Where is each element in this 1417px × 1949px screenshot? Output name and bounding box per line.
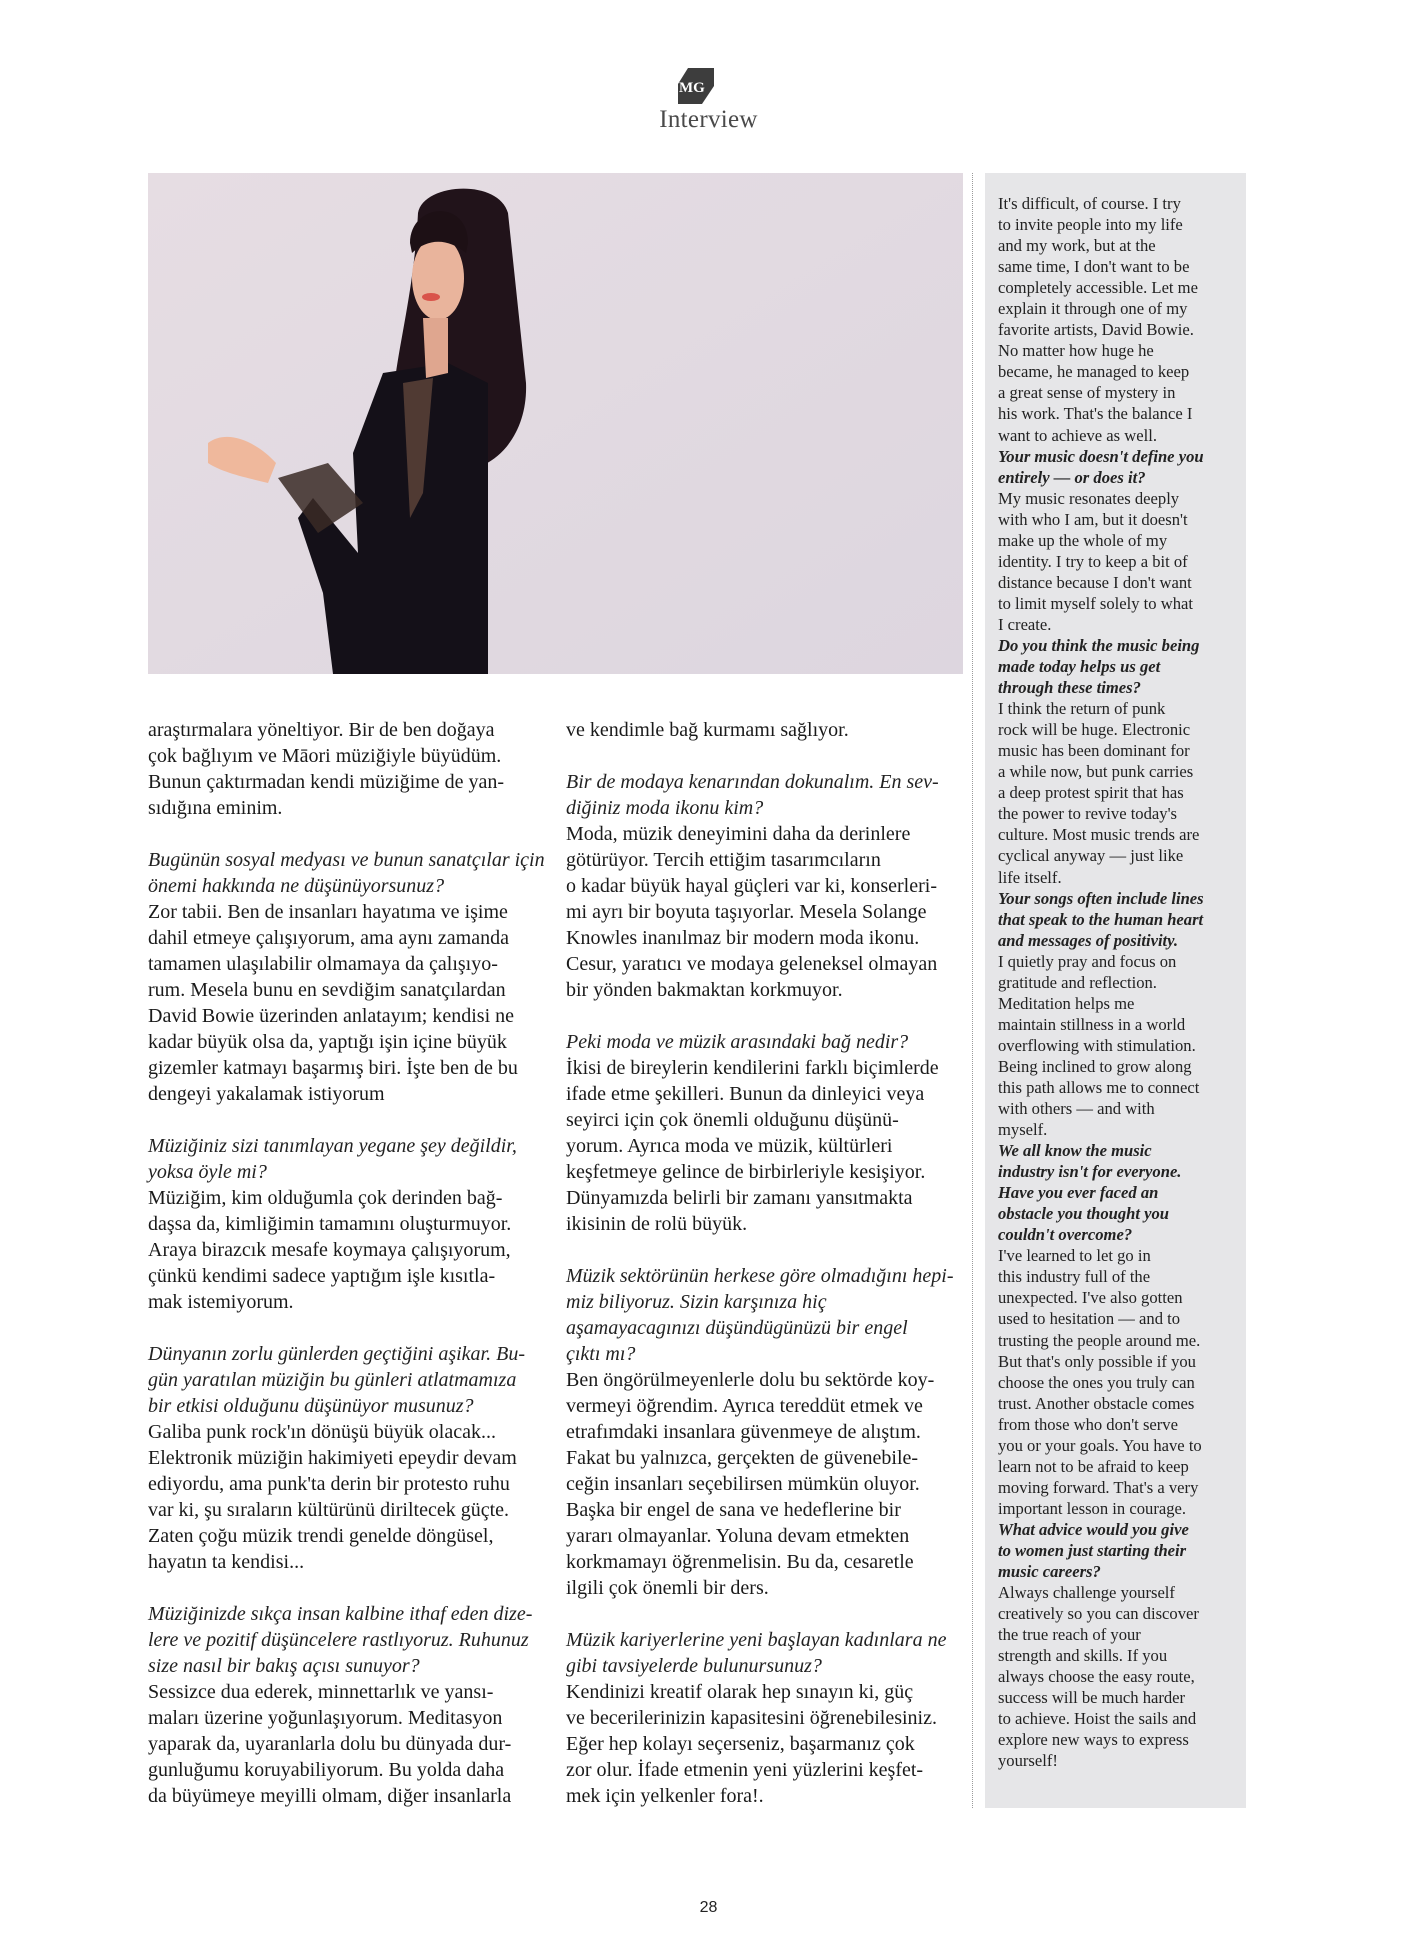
- text-line: My music resonates deeply: [998, 488, 1180, 508]
- interview-question: [148, 1341, 558, 1419]
- text-line: We all know the music: [998, 1141, 1152, 1161]
- text-line: ifade etme şekilleri. Bunun da dinleyici veya: [566, 1083, 925, 1105]
- interview-question: [566, 1627, 976, 1679]
- text-line: Araya birazcık mesafe koymaya çalışıyorum,: [148, 1239, 511, 1261]
- text-line: to women just starting their: [998, 1541, 1187, 1560]
- text-line: No matter how huge he: [998, 341, 1154, 361]
- text-line: myself.: [998, 1120, 1048, 1140]
- text-line: Do you think the music being: [998, 635, 1200, 655]
- text-line: used to hesitation — and to: [998, 1309, 1181, 1329]
- text-line: industry isn't for everyone.: [998, 1162, 1182, 1182]
- text-line: What advice would you give: [998, 1519, 1189, 1539]
- text-line: through these times?: [998, 678, 1141, 698]
- section-title: Interview: [659, 106, 758, 133]
- text-line: want to achieve as well.: [998, 425, 1157, 445]
- text-line: yorum. Ayrıca moda ve müzik, kültürleri: [566, 1135, 893, 1157]
- text-line: choose the ones you truly can: [998, 1372, 1195, 1392]
- text-line: Bunun çaktırmadan kendi müziğime de yan-: [148, 771, 505, 793]
- text-line: his work. That's the balance I: [998, 404, 1193, 424]
- text-line: dengeyi yakalamak istiyorum: [148, 1083, 385, 1105]
- text-line: kadar büyük olsa da, yaptığı işin içine büyük: [148, 1031, 507, 1053]
- text-line: obstacle you thought you: [998, 1204, 1170, 1224]
- text-line: bir etkisi olduğunu düşünüyor musunuz?: [148, 1395, 474, 1417]
- text-line: you or your goals. You have to: [998, 1435, 1202, 1455]
- interview-answer: [148, 717, 558, 821]
- text-line: Meditation helps me: [998, 993, 1135, 1013]
- text-line: culture. Most music trends are: [998, 825, 1200, 845]
- english-translation-sidebar: [985, 173, 1246, 1808]
- text-line: a great sense of mystery in: [998, 383, 1176, 403]
- text-line: zor olur. İfade etmenin yeni yüzlerini keşfet-: [566, 1759, 924, 1781]
- text-line: Dünyanın zorlu günlerden geçtiğini aşikar. Bu-: [148, 1343, 525, 1365]
- face: [412, 236, 464, 320]
- text-line: çıktı mı?: [566, 1343, 636, 1365]
- text-line: same time, I don't want to be: [998, 257, 1190, 277]
- text-line: But that's only possible if you: [998, 1351, 1196, 1371]
- text-line: Bir de modaya kenarından dokunalım. En sev-: [566, 771, 939, 793]
- sidebar-question: [998, 446, 1242, 488]
- text-line: rock will be huge. Electronic: [998, 720, 1191, 740]
- text-line: completely accessible. Let me: [998, 278, 1198, 298]
- interview-question: [148, 847, 558, 899]
- text-line: gunluğumu koruyabiliyorum. Bu yolda daha: [148, 1759, 505, 1781]
- lips: [422, 293, 440, 301]
- text-line: Zor tabii. Ben de insanları hayatıma ve işime: [148, 901, 508, 923]
- mg-logo-icon: [676, 66, 716, 106]
- text-line: make up the whole of my: [998, 530, 1168, 550]
- text-line: önemi hakkında ne düşünüyorsunuz?: [148, 875, 445, 897]
- text-line: Always challenge yourself: [998, 1583, 1175, 1603]
- text-line: strength and skills. If you: [998, 1646, 1168, 1666]
- text-line: David Bowie üzerinden anlatayım; kendisi ne: [148, 1005, 515, 1027]
- text-line: tamamen ulaşılabilir olmamaya da çalışıyo-: [148, 953, 498, 975]
- portrait-photo: [148, 173, 963, 674]
- sidebar-text: [998, 193, 1242, 1772]
- interview-question: [566, 1263, 976, 1367]
- text-line: the true reach of your: [998, 1625, 1141, 1645]
- interview-answer: [566, 1679, 976, 1809]
- sidebar-answer: [998, 193, 1242, 446]
- text-line: Dünyamızda belirli bir zamanı yansıtmakta: [566, 1187, 913, 1209]
- text-line: Peki moda ve müzik arasındaki bağ nedir?: [566, 1031, 909, 1053]
- text-line: ceğin insanları seçebilirsen mümkün oluyor.: [566, 1473, 920, 1495]
- text-line: a deep protest spirit that has: [998, 783, 1184, 803]
- text-line: korkmamayı öğrenmelisin. Bu da, cesaretle: [566, 1551, 914, 1573]
- interview-answer: [566, 717, 976, 743]
- text-line: and my work, but at the: [998, 236, 1156, 256]
- text-line: keşfetmeye gelince de birbirleriyle kesişiyor.: [566, 1161, 926, 1183]
- text-line: yoksa öyle mi?: [148, 1161, 267, 1183]
- text-line: rum. Mesela bunu en sevdiğim sanatçılardan: [148, 979, 506, 1001]
- interview-question: [148, 1133, 558, 1185]
- interview-question: [148, 1601, 558, 1679]
- text-line: important lesson in courage.: [998, 1498, 1187, 1518]
- article-column-2: [566, 717, 976, 1809]
- text-line: It's difficult, of course. I try: [998, 194, 1181, 213]
- text-line: mak istemiyorum.: [148, 1291, 294, 1313]
- text-line: became, he managed to keep: [998, 362, 1190, 382]
- text-line: çünkü kendimi sadece yaptığım işle kısıtla-: [148, 1265, 496, 1287]
- text-line: music has been dominant for: [998, 741, 1190, 761]
- text-line: Müzik sektörünün herkese göre olmadığını hepi-: [566, 1265, 954, 1287]
- text-line: entirely — or does it?: [998, 467, 1146, 487]
- text-line: Bugünün sosyal medyası ve bunun sanatçılar için: [148, 849, 545, 871]
- text-line: unexpected. I've also gotten: [998, 1288, 1183, 1308]
- text-line: Your music doesn't define you: [998, 446, 1204, 466]
- text-line: Sessizce dua ederek, minnettarlık ve yansı-: [148, 1681, 494, 1703]
- text-line: diğiniz moda ikonu kim?: [566, 797, 764, 819]
- interview-answer: [148, 1185, 558, 1315]
- text-line: success will be much harder: [998, 1688, 1186, 1708]
- sidebar-answer: [998, 1582, 1242, 1771]
- text-line: gratitude and reflection.: [998, 972, 1157, 992]
- text-line: Müziğiniz sizi tanımlayan yegane şey değildir,: [148, 1135, 517, 1157]
- photo-background: [148, 173, 963, 674]
- text-line: hayatın ta kendisi...: [148, 1551, 305, 1573]
- text-line: I quietly pray and focus on: [998, 951, 1177, 971]
- text-line: to achieve. Hoist the sails and: [998, 1709, 1197, 1729]
- text-line: gizemler katmayı başarmış biri. İşte ben de bu: [148, 1057, 518, 1079]
- text-line: I create.: [998, 614, 1052, 634]
- text-line: seyirci için çok önemli olduğunu düşünü-: [566, 1109, 899, 1131]
- magazine-logo: [676, 66, 716, 106]
- text-line: a while now, but punk carries: [998, 762, 1194, 782]
- text-line: araştırmalara yöneltiyor. Bir de ben doğaya: [148, 719, 495, 741]
- text-line: with others — and with: [998, 1099, 1155, 1119]
- text-line: Müziğim, kim olduğumla çok derinden bağ-: [148, 1187, 503, 1209]
- interview-answer: [566, 1055, 976, 1237]
- text-line: trusting the people around me.: [998, 1330, 1201, 1350]
- text-line: bir yönden bakmaktan korkmuyor.: [566, 979, 843, 1001]
- page-number: 28: [699, 1899, 718, 1916]
- text-line: made today helps us get: [998, 657, 1161, 677]
- sidebar-answer: [998, 698, 1242, 887]
- text-line: to limit myself solely to what: [998, 593, 1193, 613]
- text-line: life itself.: [998, 867, 1062, 887]
- sidebar-answer: [998, 951, 1242, 1140]
- text-line: vermeyi öğrendim. Ayrıca tereddüt etmek ve: [566, 1395, 923, 1417]
- interview-answer: [148, 1679, 558, 1809]
- sidebar-question: [998, 635, 1242, 698]
- text-line: and messages of positivity.: [998, 930, 1179, 950]
- text-line: overflowing with stimulation.: [998, 1035, 1196, 1055]
- text-line: lere ve pozitif düşüncelere rastlıyoruz. Ruhunuz: [148, 1629, 529, 1651]
- text-line: var ki, şu sıraların kültürünü diriltecek güçte.: [148, 1499, 510, 1521]
- interview-answer: [148, 899, 558, 1107]
- text-line: couldn't overcome?: [998, 1225, 1133, 1245]
- text-line: Knowles inanılmaz bir modern moda ikonu.: [566, 927, 920, 949]
- text-line: with who I am, but it doesn't: [998, 509, 1188, 529]
- text-line: this path allows me to connect: [998, 1077, 1200, 1097]
- text-line: Galiba punk rock'ın dönüşü büyük olacak...: [148, 1421, 496, 1443]
- text-line: götürüyor. Tercih ettiğim tasarımcıların: [566, 849, 881, 871]
- text-line: maintain stillness in a world: [998, 1014, 1186, 1034]
- text-line: explore new ways to express: [998, 1730, 1189, 1750]
- portrait-illustration: [148, 173, 963, 674]
- interview-question: [566, 1029, 976, 1055]
- text-line: Müzik kariyerlerine yeni başlayan kadınlara ne: [566, 1629, 947, 1651]
- article-column-1: [148, 717, 558, 1809]
- text-line: maları üzerine yoğunlaşıyorum. Meditasyon: [148, 1707, 503, 1729]
- text-line: dahil etmeye çalışıyorum, ama aynı zamanda: [148, 927, 509, 949]
- text-line: moving forward. That's a very: [998, 1477, 1199, 1497]
- text-line: Kendinizi kreatif olarak hep sınayın ki, güç: [566, 1681, 914, 1703]
- text-line: çok bağlıyım ve Māori müziğiyle büyüdüm.: [148, 745, 502, 767]
- text-line: music careers?: [998, 1562, 1101, 1582]
- interview-answer: [566, 821, 976, 1003]
- text-line: Your songs often include lines: [998, 888, 1204, 908]
- sidebar-question: [998, 1519, 1242, 1582]
- text-line: Moda, müzik deneyimini daha da derinlere: [566, 823, 911, 845]
- text-line: favorite artists, David Bowie.: [998, 320, 1194, 340]
- text-line: sıdığına eminim.: [148, 797, 283, 819]
- text-line: Elektronik müziğin hakimiyeti epeydir devam: [148, 1447, 517, 1469]
- text-line: Fakat bu yalnızca, gerçekten de güvenebile-: [566, 1447, 919, 1469]
- text-line: ve becerilerinizin kapasitesini öğrenebilesiniz.: [566, 1707, 937, 1729]
- text-line: this industry full of the: [998, 1267, 1151, 1287]
- text-line: the power to revive today's: [998, 804, 1178, 824]
- text-line: Have you ever faced an: [998, 1183, 1159, 1203]
- text-line: yararı olmayanlar. Yoluna devam etmekten: [566, 1525, 910, 1547]
- text-line: I think the return of punk: [998, 699, 1166, 719]
- text-line: ediyordu, ama punk'ta derin bir protesto ruhu: [148, 1473, 510, 1495]
- text-line: to invite people into my life: [998, 215, 1183, 235]
- text-line: Ben öngörülmeyenlerle dolu bu sektörde koy-: [566, 1369, 935, 1391]
- text-line: I've learned to let go in: [998, 1246, 1151, 1266]
- text-line: identity. I try to keep a bit of: [998, 551, 1188, 571]
- text-line: Başka bir engel de sana ve hedeflerine bir: [566, 1499, 901, 1521]
- sidebar-question: [998, 888, 1242, 951]
- text-line: gün yaratılan müziğin bu günleri atlatmamıza: [148, 1369, 517, 1391]
- interview-question: [566, 769, 976, 821]
- text-line: learn not to be afraid to keep: [998, 1456, 1189, 1476]
- text-line: creatively so you can discover: [998, 1604, 1199, 1624]
- text-line: yaparak da, uyaranlarla dolu bu dünyada dur-: [148, 1733, 512, 1755]
- text-line: distance because I don't want: [998, 572, 1192, 592]
- text-line: daşsa da, kimliğimin tamamını oluşturmuyor.: [148, 1213, 512, 1235]
- text-line: that speak to the human heart: [998, 909, 1204, 929]
- interview-answer: [148, 1419, 558, 1575]
- text-line: Cesur, yaratıcı ve modaya geleneksel olmayan: [566, 953, 938, 975]
- text-line: trust. Another obstacle comes: [998, 1393, 1195, 1413]
- text-line: cyclical anyway — just like: [998, 846, 1184, 866]
- text-line: ikisinin de rolü büyük.: [566, 1213, 748, 1235]
- text-line: Müziğinizde sıkça insan kalbine ithaf eden dize-: [148, 1603, 533, 1625]
- text-line: from those who don't serve: [998, 1414, 1178, 1434]
- sidebar-answer: [998, 488, 1242, 635]
- text-line: etrafımdaki insanlara güvenmeye de alıştım.: [566, 1421, 921, 1443]
- text-line: miz biliyoruz. Sizin karşınıza hiç: [566, 1291, 827, 1313]
- text-line: da büyümeye meyilli olmam, diğer insanlarla: [148, 1785, 512, 1807]
- sidebar-question: [998, 1140, 1242, 1245]
- text-line: Eğer hep kolayı seçerseniz, başarmanız çok: [566, 1733, 915, 1755]
- text-line: size nasıl bir bakış açısı sunuyor?: [148, 1655, 420, 1677]
- text-line: Being inclined to grow along: [998, 1056, 1192, 1076]
- text-line: İkisi de bireylerin kendilerini farklı biçimlerde: [566, 1057, 939, 1079]
- text-line: always choose the easy route,: [998, 1667, 1195, 1687]
- text-line: ve kendimle bağ kurmamı sağlıyor.: [566, 719, 849, 741]
- logo-text: MG: [679, 80, 705, 96]
- interview-answer: [566, 1367, 976, 1601]
- text-line: Zaten çoğu müzik trendi genelde döngüsel,: [148, 1525, 494, 1547]
- text-line: explain it through one of my: [998, 299, 1188, 319]
- text-line: mi ayrı bir boyuta taşıyorlar. Mesela Solange: [566, 901, 927, 923]
- text-line: aşamayacagınızı düşündügünüzü bir engel: [566, 1317, 908, 1339]
- text-line: o kadar büyük hayal güçleri var ki, konserleri-: [566, 875, 937, 897]
- text-line: yourself!: [998, 1751, 1058, 1771]
- sidebar-answer: [998, 1245, 1242, 1519]
- text-line: gibi tavsiyelerde bulunursunuz?: [566, 1655, 822, 1677]
- text-line: ilgili çok önemli bir ders.: [566, 1577, 769, 1599]
- text-line: mek için yelkenler fora!.: [566, 1785, 764, 1807]
